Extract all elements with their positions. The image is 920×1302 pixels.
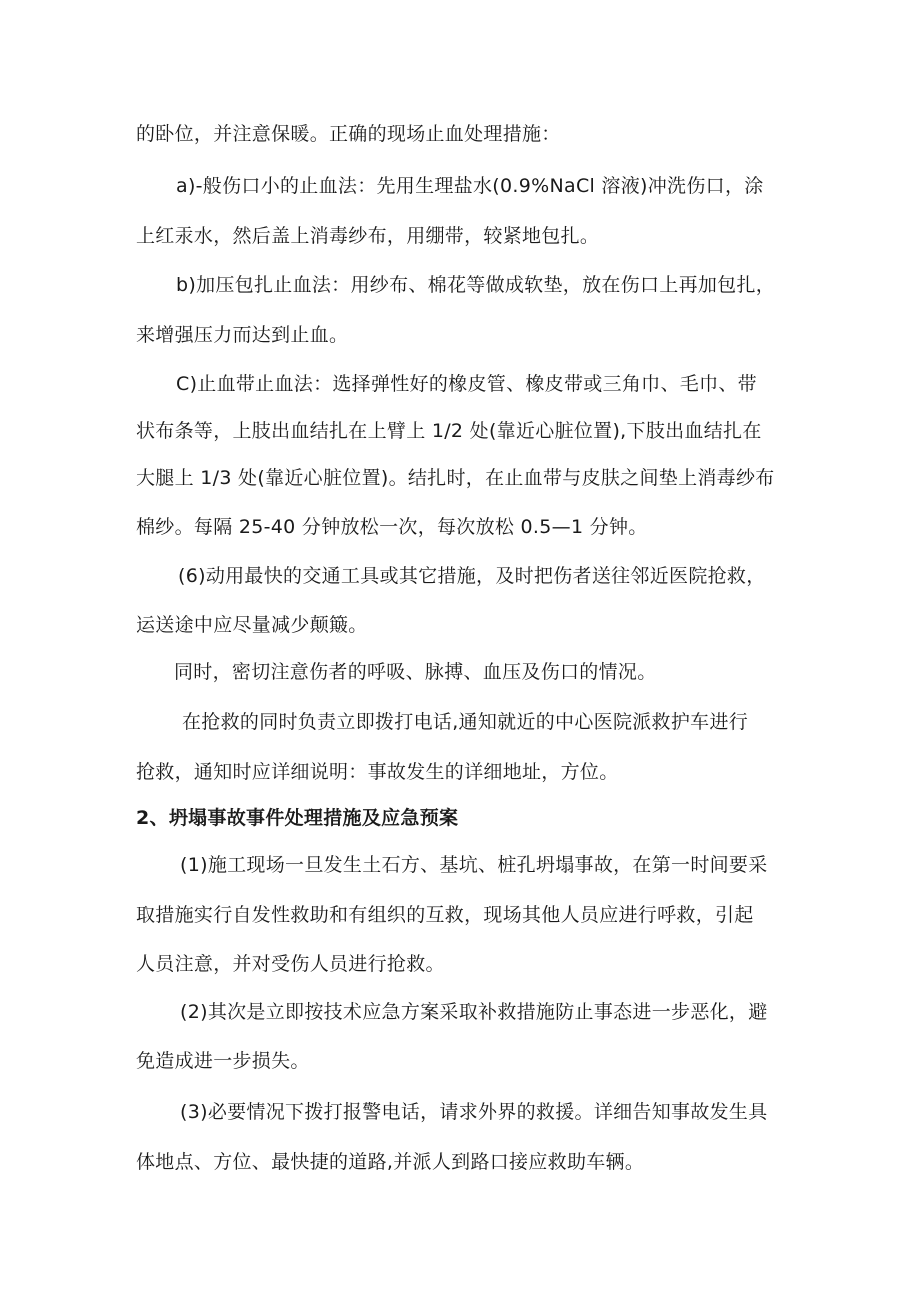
- text-line: 同时，密切注意伤者的呼吸、脉搏、血压及伤口的情况。: [174, 661, 657, 683]
- text-line: 抢救，通知时应详细说明：事故发生的详细地址，方位。: [136, 761, 619, 783]
- text-line: b)加压包扎止血法：用纱布、棉花等做成软垫，放在伤口上再加包扎，: [176, 274, 776, 296]
- text-line: 来增强压力而达到止血。: [136, 324, 349, 346]
- text-line: 大腿上 1/3 处(靠近心脏位置)。结扎时，在止血带与皮肤之间垫上消毒纱布: [136, 467, 775, 489]
- text-line: 在抢救的同时负责立即拨打电话,通知就近的中心医院派救护车进行: [182, 711, 749, 733]
- text-line: (1)施工现场一旦发生土石方、基坑、桩孔坍塌事故，在第一时间要采: [180, 854, 768, 876]
- text-line: 上红汞水，然后盖上消毒纱布，用绷带，较紧地包扎。: [136, 225, 600, 247]
- text-line: 运送途中应尽量减少颠簸。: [136, 614, 368, 636]
- text-line: 体地点、方位、最快捷的道路,并派人到路口接应救助车辆。: [136, 1151, 645, 1173]
- section-heading: 2、坍塌事故事件处理措施及应急预案: [136, 807, 459, 829]
- text-line: (2)其次是立即按技术应急方案采取补救措施防止事态进一步恶化，避: [180, 1001, 768, 1023]
- text-line: (3)必要情况下拨打报警电话，请求外界的救援。详细告知事故发生具: [180, 1101, 768, 1123]
- text-line: 的卧位，并注意保暖。正确的现场止血处理措施：: [136, 123, 561, 145]
- text-line: C)止血带止血法：选择弹性好的橡皮管、橡皮带或三角巾、毛巾、带: [176, 373, 757, 395]
- text-line: (6)动用最快的交通工具或其它措施，及时把伤者送往邻近医院抢救，: [178, 565, 766, 587]
- text-line: 取措施实行自发性救助和有组织的互救，现场其他人员应进行呼救，引起: [136, 904, 754, 926]
- text-line: 免造成进一步损失。: [136, 1050, 310, 1072]
- text-line: a)-般伤口小的止血法：先用生理盐水(0.9%NaCl 溶液)冲洗伤口，涂: [176, 175, 764, 197]
- text-line: 人员注意，并对受伤人员进行抢救。: [136, 953, 445, 975]
- text-line: 状布条等，上肢出血结扎在上臂上 1/2 处(靠近心脏位置),下肢出血结扎在: [136, 420, 762, 442]
- text-line: 棉纱。每隔 25-40 分钟放松一次，每次放松 0.5—1 分钟。: [136, 516, 648, 538]
